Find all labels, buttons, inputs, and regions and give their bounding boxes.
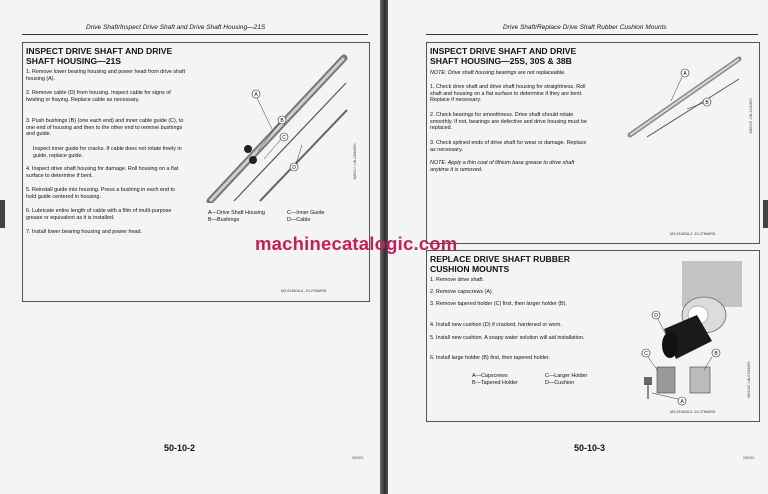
legend-left: A—Capscrews B—Tapered Holder — [472, 373, 518, 386]
step-3: 3. Check splined ends of drive shaft for wear or damage. Replace as necessary. — [430, 140, 587, 153]
figure-code: M83120 -UN-07MAR91 — [747, 361, 751, 398]
callout-b — [703, 98, 711, 106]
callout-a — [252, 90, 260, 98]
svg-text:B: B — [714, 351, 718, 357]
page-number: 50-10-3 — [574, 443, 606, 453]
callout-b — [712, 349, 720, 357]
step-1: 1. Remove lower bearing housing and power head from drive shaft housing (A). — [26, 69, 186, 82]
note: NOTE: Drive shaft housing bearings are not replaceable. — [430, 70, 566, 76]
callout-a — [681, 69, 689, 77]
step-1: 1. Remove drive shaft. — [430, 277, 484, 283]
callout-d — [290, 163, 298, 171]
svg-text:C: C — [644, 351, 648, 357]
svg-text:A: A — [683, 71, 687, 77]
step-2: 2. Remove cable (D) from housing. Inspect cable for signs of twisting or fraying. Replace cable as necessary. — [26, 90, 171, 103]
drive-shaft-housing-illustration — [198, 53, 348, 203]
step-3: 3. Push bushings (B) (one each end) and inner cable guide (C), to one end of housing and then to the other end to remove bushings and guide. — [26, 118, 184, 138]
legend-right: C—Inner Guide D—Cable — [287, 210, 325, 223]
footer-code: 080391 — [743, 456, 755, 460]
page-number: 50-10-2 — [164, 443, 196, 453]
left-page-header: Drive Shaft/Inspect Drive Shaft and Drive Shaft Housing—21S — [86, 24, 266, 31]
svg-text:B: B — [280, 118, 284, 124]
box-code: MX,9115GA,6 -19-27MAR91 — [281, 289, 327, 293]
step-6: 6. Lubricate entire length of cable with a film of multi-purpose grease or equivalent as it is installed. — [26, 208, 172, 221]
replace-cushion-section — [426, 250, 760, 422]
legend-right: C—Larger Holder D—Cushion — [545, 373, 588, 386]
box-code: MX,9115GA,4 -19-27MAR91 — [670, 232, 716, 236]
step-3-note: Inspect inner guide for cracks. If cable does not rotate freely in guide, replace guide. — [33, 146, 182, 159]
footer-code: 080391 — [352, 456, 364, 460]
step-5: 5. Install new cushion. A soapy water solution will aid installation. — [430, 335, 585, 341]
box-code: MX,9115GA,5 -19-27MAR91 — [670, 410, 716, 414]
svg-text:D: D — [292, 165, 296, 171]
header-rule — [426, 34, 758, 35]
cushion-mount-illustration — [612, 257, 752, 415]
figure-code: M83119 -UN-14JUN91 — [749, 98, 753, 134]
step-4: 4. Inspect drive shaft housing for damage. Roll housing on a flat surface to determine if bent. — [26, 166, 179, 179]
drive-shaft-illustration — [627, 55, 742, 140]
note-grease: NOTE: Apply a thin coat of lithium base grease to drive shaft anytime it is removed. — [430, 160, 575, 173]
section-title: INSPECT DRIVE SHAFT AND DRIVE SHAFT HOUSING—25S, 30S & 38B — [430, 46, 577, 66]
right-page-header: Drive Shaft/Replace Drive Shaft Rubber Cushion Mounts — [503, 24, 667, 31]
callout-c — [280, 133, 288, 141]
step-5: 5. Reinstall guide into housing. Press a bushing in each end to hold guide centered in housing. — [26, 187, 175, 200]
callout-c — [642, 349, 650, 357]
callout-d — [652, 311, 660, 319]
step-4: 4. Install new cushion (D) if cracked, hardened or worn. — [430, 322, 562, 328]
inspect-25s-section — [426, 42, 760, 244]
svg-text:A: A — [680, 399, 684, 405]
section-title: REPLACE DRIVE SHAFT RUBBER CUSHION MOUNTS — [430, 254, 570, 274]
callout-a — [678, 397, 686, 405]
watermark-text: machinecatalogic.com — [255, 233, 458, 254]
svg-text:D: D — [654, 313, 658, 319]
step-1: 1. Check drive shaft and drive shaft housing for straightness. Roll shaft and housing on a flat surface to determine if they are bent. Replace if necessary. — [430, 84, 586, 104]
inspect-21s-section — [22, 42, 370, 302]
step-6: 6. Install large holder (B) first, then tapered holder. — [430, 355, 550, 361]
step-7: 7. Install lower bearing housing and power head. — [26, 229, 142, 235]
callout-b — [278, 116, 286, 124]
figure-code: M83117 -UN-12MAR91 — [353, 143, 357, 180]
section-title: INSPECT DRIVE SHAFT AND DRIVE SHAFT HOUSING—21S — [26, 46, 173, 66]
svg-text:B: B — [705, 100, 709, 106]
step-3: 3. Remove tapered holder (C) first, then larger holder (B). — [430, 301, 567, 307]
step-2: 2. Remove capscrews (A). — [430, 289, 494, 295]
header-rule — [22, 34, 368, 35]
svg-text:C: C — [282, 135, 286, 141]
legend-left: A—Drive Shaft Housing B—Bushings — [208, 210, 265, 223]
svg-text:A: A — [254, 92, 258, 98]
step-2: 2. Check bearings for smoothness. Drive shaft should rotate smoothly. If not, bearings are defective and drive housing must be replaced. — [430, 112, 587, 132]
section-tab — [0, 200, 5, 228]
section-tab — [763, 200, 768, 228]
